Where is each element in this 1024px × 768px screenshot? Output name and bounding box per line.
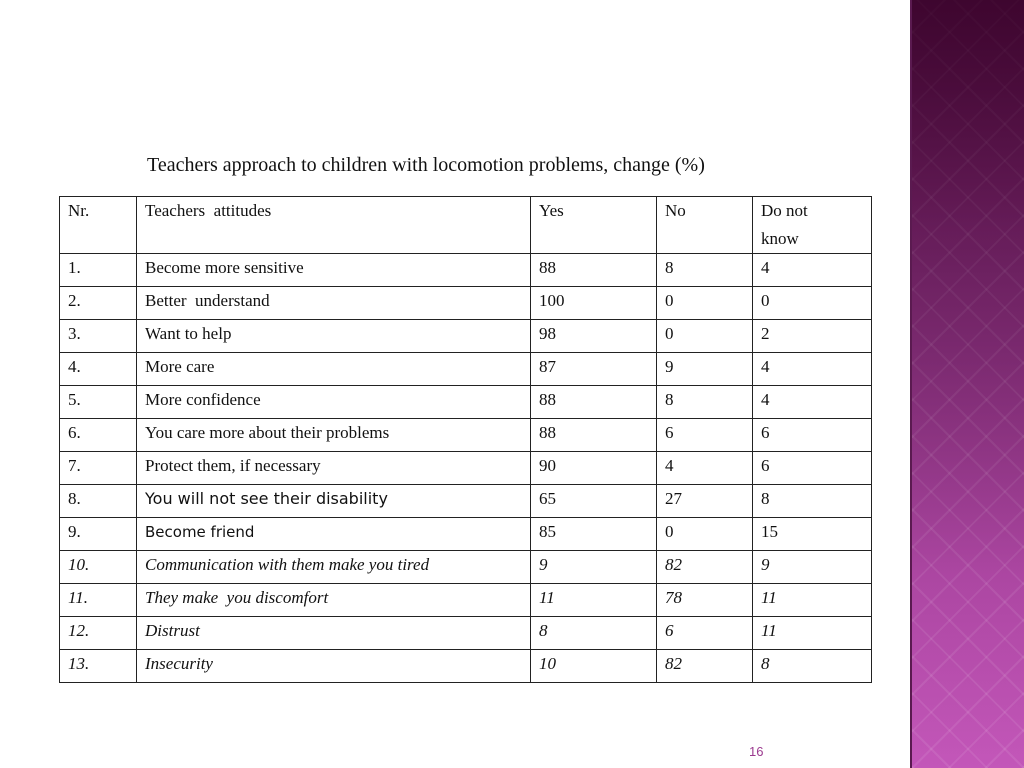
row-yes: 8 [531, 617, 657, 650]
row-attitude: You care more about their problems [137, 419, 531, 452]
table-row [60, 485, 872, 518]
row-no: 0 [657, 320, 753, 353]
row-attitude: Become friend [137, 518, 531, 551]
row-nr: 5. [60, 386, 137, 419]
table-row [60, 650, 872, 683]
row-yes: 65 [531, 485, 657, 518]
row-attitude: Insecurity [137, 650, 531, 683]
row-nr: 12. [60, 617, 137, 650]
row-attitude: More confidence [137, 386, 531, 419]
row-no: 0 [657, 518, 753, 551]
row-attitude: More care [137, 353, 531, 386]
row-yes: 85 [531, 518, 657, 551]
row-do-not-know: 0 [753, 287, 872, 320]
table-row [60, 617, 872, 650]
row-do-not-know: 11 [753, 617, 872, 650]
table-row [60, 320, 872, 353]
row-yes: 9 [531, 551, 657, 584]
row-attitude: Protect them, if necessary [137, 452, 531, 485]
row-yes: 90 [531, 452, 657, 485]
attitudes-table [59, 196, 872, 683]
row-attitude: Distrust [137, 617, 531, 650]
row-yes: 100 [531, 287, 657, 320]
row-nr: 10. [60, 551, 137, 584]
row-no: 8 [657, 386, 753, 419]
row-nr: 6. [60, 419, 137, 452]
row-no: 0 [657, 287, 753, 320]
row-nr: 1. [60, 254, 137, 287]
row-yes: 11 [531, 584, 657, 617]
row-nr: 13. [60, 650, 137, 683]
row-no: 8 [657, 254, 753, 287]
slide-title: Teachers approach to children with locomotion problems, change (%) [147, 154, 705, 176]
row-do-not-know: 8 [753, 485, 872, 518]
decorative-side-panel [912, 0, 1024, 768]
row-attitude: Better understand [137, 287, 531, 320]
header-do-not-know: Do not know [753, 197, 872, 254]
row-no: 6 [657, 419, 753, 452]
table-row [60, 386, 872, 419]
row-nr: 8. [60, 485, 137, 518]
row-attitude: Communication with them make you tired [137, 551, 531, 584]
row-no: 82 [657, 551, 753, 584]
row-yes: 88 [531, 386, 657, 419]
header-attitudes: Teachers attitudes [137, 197, 531, 254]
row-no: 78 [657, 584, 753, 617]
row-do-not-know: 4 [753, 254, 872, 287]
table-row [60, 518, 872, 551]
row-do-not-know: 15 [753, 518, 872, 551]
row-yes: 10 [531, 650, 657, 683]
table-header-row [60, 197, 872, 254]
row-no: 4 [657, 452, 753, 485]
row-attitude: Want to help [137, 320, 531, 353]
row-no: 6 [657, 617, 753, 650]
row-yes: 88 [531, 419, 657, 452]
row-do-not-know: 6 [753, 419, 872, 452]
table-row [60, 419, 872, 452]
row-do-not-know: 8 [753, 650, 872, 683]
table-row [60, 353, 872, 386]
row-no: 82 [657, 650, 753, 683]
row-nr: 9. [60, 518, 137, 551]
row-attitude: Become more sensitive [137, 254, 531, 287]
header-no: No [657, 197, 753, 254]
page-number: 16 [749, 744, 764, 759]
row-nr: 4. [60, 353, 137, 386]
row-do-not-know: 4 [753, 386, 872, 419]
row-attitude: You will not see their disability [137, 485, 531, 518]
row-do-not-know: 2 [753, 320, 872, 353]
row-yes: 87 [531, 353, 657, 386]
row-yes: 88 [531, 254, 657, 287]
row-no: 9 [657, 353, 753, 386]
row-nr: 7. [60, 452, 137, 485]
header-nr: Nr. [60, 197, 137, 254]
row-do-not-know: 9 [753, 551, 872, 584]
table-row [60, 452, 872, 485]
table-row [60, 254, 872, 287]
row-yes: 98 [531, 320, 657, 353]
table-row [60, 551, 872, 584]
table-row [60, 287, 872, 320]
table-row [60, 584, 872, 617]
row-nr: 3. [60, 320, 137, 353]
row-attitude: They make you discomfort [137, 584, 531, 617]
header-yes: Yes [531, 197, 657, 254]
row-do-not-know: 11 [753, 584, 872, 617]
row-do-not-know: 4 [753, 353, 872, 386]
row-no: 27 [657, 485, 753, 518]
row-do-not-know: 6 [753, 452, 872, 485]
row-nr: 11. [60, 584, 137, 617]
row-nr: 2. [60, 287, 137, 320]
